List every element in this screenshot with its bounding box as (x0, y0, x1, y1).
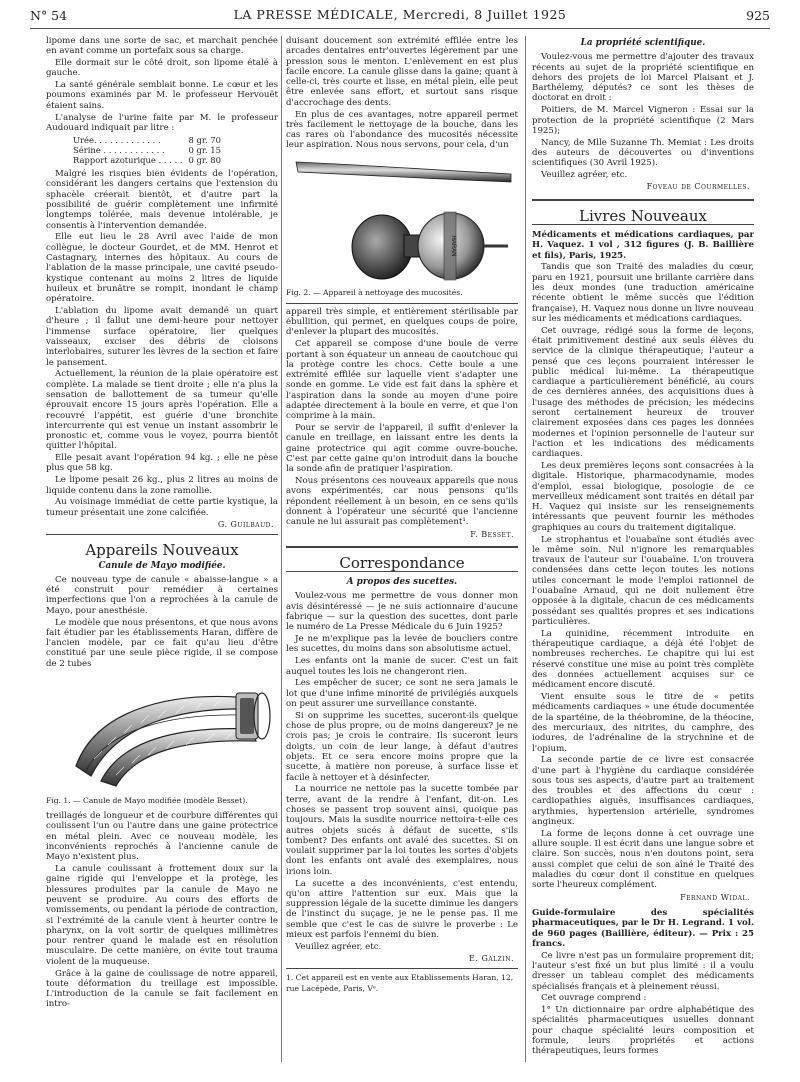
paragraph: La santé générale semblait bonne. Le cœur et les poumons examinés par M. le professeur Hervouët étaient sains. (46, 80, 278, 111)
paragraph: Le modèle que nous présentons, et que nous avons fait étudier par les établissements Haran, diffère de l'ancien modèle, par ce fait qu'au lieu d'être constitué par une seule pièce rigide, il se compose de 2 tubes (46, 617, 278, 669)
paragraph: En plus de ces avantages, notre appareil permet très facilement le nettoyage de la bouche, dans les cas rares où l'abondance des mucosités nécessite leur aspiration. Nous nous servons, pour cela, d'un (286, 109, 518, 151)
paragraph: Ce nouveau type de canule « abaisse-langue » a été construit pour remédier à certaines imperfections que l'on a reprochées à la canule de Mayo, pour anesthésie. (46, 574, 278, 616)
mayo-cannula-illustration (46, 671, 278, 791)
paragraph: Elle dormait sur le côté droit, son lipome étalé à gauche. (46, 58, 278, 79)
article-subtitle: Canule de Mayo modifiée. (98, 560, 226, 571)
column-divider (525, 36, 526, 1062)
book-heading: Médicaments et médications cardiaques, par H. Vaquez. 1 vol , 312 figures (J. B. Baillière et fils), Paris, 1925. (532, 229, 754, 261)
article-subtitle: La propriété scientifique. (580, 38, 706, 48)
section-title: Correspondance (339, 553, 465, 572)
paragraph: 1° Un dictionnaire par ordre alphabétique des spécialités pharmaceutiques usuelles donnant pour chaque spécialité leurs composition et formule, leurs propriétés et actions thérapeutiques, leurs formes (532, 1005, 754, 1057)
paragraph: Les deux premières leçons sont consacrées à la digitale. Historique, pharmacodynamie, modes d'emploi, essai biologique, posologie de ce merveilleux médicament sont traités en détail par H. Vaquez qui insiste sur les renseignements intéressants que peuvent fournir les méthodes graphiques au cours du traitement digitalique. (532, 460, 754, 533)
paragraph: Veuillez agréer, etc. (541, 170, 628, 181)
paragraph: Elle pesait avant l'opération 94 kg. ; elle ne pèse plus que 58 kg. (46, 453, 278, 474)
paragraph: Cet appareil se compose d'une boule de verre portant à son équateur un anneau de caoutchouc qui la protège contre les chocs. Cette boule a une extrémité effilée sur laquelle vient s'adapter une sonde en gomme. Le vide est fait dans la sphère et l'aspiration dans la sonde au moyen d'une poire adaptée directement à la boule en verre, et que l'on comprime à la main. (286, 339, 518, 422)
figure-caption: Fig. 1. — Canule de Mayo modifiée (modèle Besset). (46, 795, 248, 805)
author-signature: G. Guilbaud. (217, 519, 274, 529)
paragraph: Le strophantus et l'ouabaïne sont étudiés avec le même soin. Nul n'ignore les remarquables travaux de l'auteur sur l'ouabaïne. L'on trouvera condensées dans cette leçon toutes les notions utiles concernant le mode l'emploi rationnel de l'ouabaïne Arnaud, qui ne doit nullement être opposée à la digitale, chacun de ces médicaments possédant ses qualités propres et ses indications particulières. (532, 534, 754, 627)
paragraph: Ce livre n'est pas un formulaire proprement dit; l'auteur s'est fixé un but plus limité : il a voulu dresser un tableau complet des médicaments spécialisés français et à pleinement réussi. (532, 950, 754, 992)
paragraph: La seconde partie de ce livre est consacrée d'une part à l'hygiène du cardiaque considérée sous tous ses aspects, d'autre part au traitement des troubles et des affections du cœur : cardiopathies aiguës, insuffisances cardiaques, arythmies, hypertension artérielle, syndromes angineux. (532, 755, 754, 828)
paragraph: appareil très simple, et entièrement stérilisable par ébullition, qui permet, en quelques coups de poire, d'enlever la plupart des mucosités. (286, 306, 518, 338)
paragraph: Nous présentons ces nouveaux appareils que nous avons expérimentés, car nous pensons qu'ils répondent réellement à un besoin, en ce sens qu'ils donnent à l'opérateur une sécurité que l'ancienne canule ne lui assurait pas complètement¹. (286, 476, 518, 528)
paragraph: Cet ouvrage, rédigé sous la forme de leçons, était primitivement destiné aux seuls élèves du service de la clinique thérapeutique; l'auteur a pensé que ces leçons pourraient intéresser le public médical lui-même. La thérapeutique cardiaque a particulièrement bénéficié, au cours de ces dernières années, des acquisitions dues à l'usage des méthodes de précision; les médecins seront certainement heureux de trouver clairement exposées dans ces pages les données modernes et l'opinion personnelle de l'auteur sur l'action et les indications des médicaments cardiaques. (532, 325, 754, 460)
paragraph: Malgré les risques bien évidents de l'opération, considérant les dangers certains que l'extension du sphacèle créerait bientôt, et d'autre part la possibilité de guérir complètement une infirmité longtemps tolérée, mais devenue intolérable, je consentis à l'intervention demandée. (46, 169, 278, 231)
paragraph: Tandis que son Traité des maladies du cœur, paru en 1921, poursuit une brillante carrière dans les deux mondes (une traduction américaine récente obtient le même succès que l'édition française), H. Vaquez nous donne un livre nouveau sur les médicaments et médications cardiaques. (532, 262, 754, 324)
column-3 (532, 36, 754, 1062)
paragraph: Vient ensuite sous le titre de « petits médicaments cardiaques » une étude documentée de la spartéine, de la théobromine, de la théocine, des mercuriaux, des nitrites, du camphre, des iodures, de l'adrénaline de la strychnine et de l'opium. (532, 692, 754, 754)
article-subtitle: A propos des sucettes. (346, 577, 458, 588)
paragraph: Elle eut lieu le 28 Avril avec l'aide de mon collègue, le docteur Gourdet, et de MM. Henrot et Castagnary, internes des hôpitaux. Au cours de l'ablation de la masse principale, une cavité pseudo-kystique contenant au moins 2 litres de liquide huileux et brunâtre se rompit, inondant le champ opératoire. (46, 232, 278, 305)
paragraph: L'analyse de l'urine faite par M. le professeur Audouard indiquait par litre : (46, 112, 278, 133)
section-title: Livres Nouveaux (579, 206, 707, 225)
figure-caption: Fig. 2. — Appareil à nettoyage des mucosités. (286, 287, 463, 297)
author-signature: F. Besset. (470, 529, 514, 539)
paragraph: Voulez-vous me permettre d'ajouter des travaux récents au sujet de la propriété scientifique en dehors des projets de loi Marcel Plaisant et J. Barthélemy, députés? ce sont les thèses de doctorat en droit : (532, 52, 754, 104)
paragraph: La sucette a des inconvénients, c'est entendu, qu'on attire l'attention sur eux. Mais que la suppression légale de la sucette diminue les dangers de l'instinct du suçage, je ne le pense pas. Il me semble que c'est le cas de suivre le proverbe : Le mieux est parfois l'ennemi du bien. (286, 878, 518, 940)
maker-mark: HARAN (450, 235, 456, 257)
paragraph: Veuillez agréer, etc. (295, 941, 382, 952)
table-cell: 0 gr. 15 (188, 145, 221, 156)
column-2 (286, 36, 518, 1062)
page-header (30, 6, 770, 29)
author-signature: E. Galzin. (469, 954, 514, 964)
aspiration-device-illustration (286, 152, 518, 282)
table-cell: Rapport azoturique . . . . . (73, 155, 183, 166)
author-signature: Fernand Widal. (680, 892, 750, 902)
section-rule (286, 546, 518, 548)
paragraph: Le lipome pesait 26 kg., plus 2 litres au moins de liquide contenu dans la zone ramollie. (46, 475, 278, 496)
table-cell: 0 gr. 80 (188, 155, 221, 166)
table-cell: 8 gr. 70 (188, 135, 221, 146)
paragraph: Si on supprime les sucettes, suceront-ils quelque chose de plus propre, ou de moins dangereux? je ne crois pas; je crois le contraire. Ils suceront leurs doigts, un coin de leur lange, à défaut d'autres objets. Et ce sera encore moins propre que la sucette, à matière non poreuse, à surface lisse et facile à nettoyer et à désinfecter. (286, 710, 518, 783)
paragraph: La nourrice ne nettoie pas la sucette tombée par terre, avant de la rendre à l'enfant, dit-on. Les choses se passent trop souvent ainsi, quoique pas toujours. Mais la susdite nourrice nettoira-t-elle ces autres objets sucés à défaut de sucette, s'ils tombent? Des enfants ont avalé des sucettes. Si on voulait supprimer par la loi toutes les sortes d'objets dont les enfants ont avalé des exemplaires, nous irions loin. (286, 784, 518, 877)
paragraph: La forme de leçons donne à cet ouvrage une allure souple. Il est écrit dans une langue sobre et claire. Son succès, nous n'en doutons point, sera aussi complet que celui de son aîné le Traité des maladies du cœur dont il constitue en quelques sorte l'heureux complément. (532, 828, 754, 891)
section-rule (46, 534, 278, 535)
issue-number: N° 54 (30, 8, 68, 23)
paragraph: duisant doucement son extrémité effilée entre les arcades dentaires entr'ouvertes légèrement par une pression sous le menton. L'enlèvement en est plus facile encore. La canule glisse dans la gaine; quant à celle-ci, très courte et lisse, en métal plein, elle peut être enlevée sans effort, et surtout sans risque d'accrochage des dents. (286, 36, 518, 108)
urine-analysis-table (70, 135, 224, 165)
book-heading: Guide-formulaire des spécialités pharmaceutiques, par le Dr H. Legrand. 1 vol. de 960 pages (Baillière, éditeur). — Prix : 25 francs. (532, 907, 754, 949)
section-rule (532, 199, 754, 201)
footnote-rule (286, 968, 518, 969)
table-cell: Sérine . . . . . . . . . . . . (73, 145, 165, 156)
section-title: Appareils Nouveaux (85, 541, 239, 560)
table-row (70, 135, 224, 145)
paragraph: Nancy, de Mlle Suzanne Th. Memiat : Les droits des auteurs de découvertes ou d'inventions scientifiques (30 Avril 1925). (532, 137, 754, 169)
paragraph: La canule coulissant à frottement doux sur la gaine rigide qui l'enveloppe et la protège, les blessures produites par la canule de Mayo ne peuvent se produire. Au cours des efforts de vomissements, ou pendant la période de contraction, si l'extrémité de la canule vient à heurter contre le pharynx, on la voit sortir de quelques millimètres pour rentrer quand le malade est en résolution musculaire. De cette manière, on évite tout trauma violent de la muqueuse. (46, 864, 278, 967)
page-number: 925 (746, 8, 770, 23)
paragraph: treillagés de longueur et de courbure différentes qui coulissent l'un ou l'autre dans une gaine protectrice en métal plein. Avec ce nouveau modèle, les inconvénients reprochés à l'ancienne canule de Mayo n'existent plus. (46, 811, 278, 863)
figure-1-mayo-cannula (46, 671, 278, 807)
table-cell: Urée. . . . . . . . . . . . . (73, 135, 161, 146)
paragraph: Cet ouvrage comprend : (541, 993, 647, 1004)
table-row (70, 155, 224, 165)
table-row (70, 145, 224, 155)
paragraph: Au voisinage immédiat de cette partie kystique, la tumeur présentait une zone calcifiée. (46, 497, 278, 518)
paragraph: lipome dans une sorte de sac, et marchait penchée en avant comme un portefaix sous sa charge. (46, 36, 278, 57)
paragraph: Les enfants ont la manie de sucer. C'est un fait auquel toutes les lois ne changeront rien. (286, 656, 518, 677)
paragraph: Pour se servir de l'appareil, il suffit d'enlever la canule en treillage, en laissant entre les dents la gaine protectrice qui agit comme ouvre-bouche. C'est par cette gaine qu'on introduit dans la bouche la sonde afin de pratiquer l'aspiration. (286, 423, 518, 475)
paragraph: Voulez-vous me permettre de vous donner mon avis désintéressé — je ne suis actionnaire d'aucune fabrique — sur la question des sucettes, dont parle le numéro de La Presse Médicale du 6 Juin 1925? (286, 591, 518, 633)
paragraph: Actuellement, la réunion de la plaie opératoire est complète. La malade se tient droite ; elle n'a plus la sensation de ballottement de sa tumeur qu'elle éprouvait encore 15 jours après l'opération. Elle a recouvré l'appétit, est guérie d'une bronchite intercurrente qui est venue un instant assombrir le pronostic et, comme vous le voyez, pourra bientôt quitter l'hôpital. (46, 369, 278, 452)
paragraph: Les empêcher de sucer; ce sont ne sera jamais le lot que d'une infime minorité de privilégiés auxquels on peut assurer une surveillance constante. (286, 678, 518, 709)
paragraph: L'ablation du lipome avait demandé un quart d'heure ; il fallut une demi-heure pour nettoyer l'immense surface opératoire, lier quelques vaisseaux, exciser des débris de cloisons interlobaires, suturer les lèvres de la section et faire le pansement. (46, 306, 278, 368)
footnote: 1. Cet appareil est en vente aux Etablissements Haran, 12, rue Lacépède, Paris, Vᵉ. (286, 973, 514, 993)
paragraph: Poitiers, de M. Marcel Vigneron : Essai sur la protection de la propriété scientifique (2 Mars 1925); (532, 105, 754, 136)
column-1 (46, 36, 278, 1062)
figure-2-aspiration-device (286, 152, 518, 298)
paragraph: La quinidine, récemment introduite en thérapeutique cardiaque, a déjà été l'objet de nombreuses recherches. Le chapitre qui lui est réservé constitue une mise au point très complète des données actuellement acquises sur ce médicament encore discuté. (532, 628, 754, 691)
divider-rule (286, 303, 518, 304)
author-signature: Foveau de Courmelles. (646, 182, 750, 192)
column-divider (281, 36, 282, 1062)
paragraph: Grâce à la gaine de coulissage de notre appareil, toute déformation du treillage est impossible. L'introduction de la canule se fait facilement en intro- (46, 968, 278, 1010)
paragraph: Je ne m'explique pas la levée de boucliers contre les sucettes, du moins dans son absolutisme actuel. (286, 634, 518, 655)
masthead: LA PRESSE MÉDICALE, Mercredi, 8 Juillet 1925 (233, 7, 567, 22)
